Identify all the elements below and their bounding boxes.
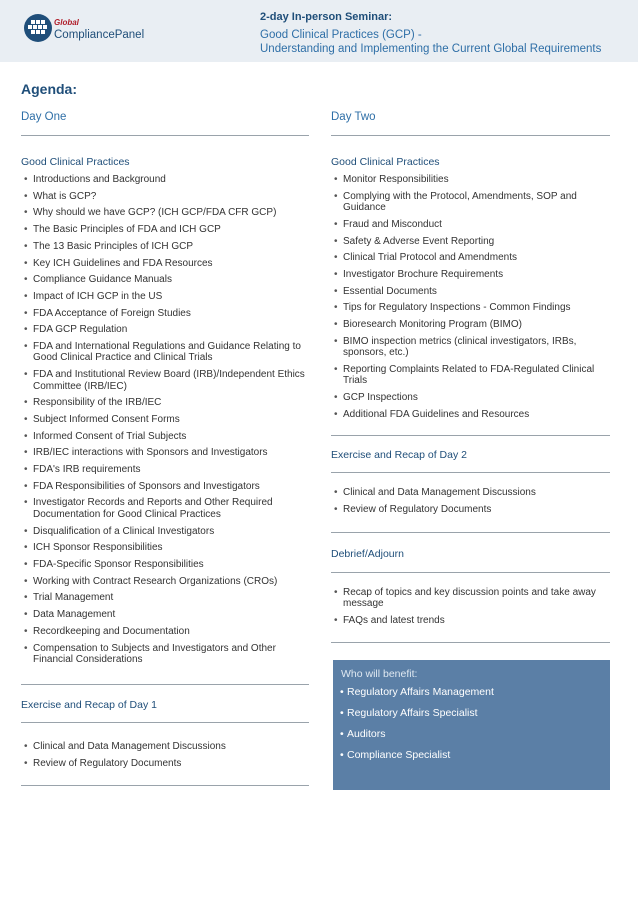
- list-item: • Auditors: [337, 727, 494, 748]
- list-item: • Regulatory Affairs Specialist: [337, 706, 494, 727]
- list-item: • Complying with the Protocol, Amendments, SOP and Guidance: [331, 191, 610, 214]
- list-item: • Regulatory Affairs Management: [337, 685, 494, 706]
- list-item: • Key ICH Guidelines and FDA Resources: [21, 258, 309, 269]
- header-banner: [0, 0, 638, 62]
- list-item: • Trial Management: [21, 592, 309, 603]
- divider: [331, 572, 610, 573]
- list-item: • Review of Regulatory Documents: [21, 758, 309, 769]
- day-one-heading: Day One: [21, 111, 67, 123]
- list-item: • Impact of ICH GCP in the US: [21, 291, 309, 302]
- list-item: • Tips for Regulatory Inspections - Common Findings: [331, 302, 610, 313]
- list-item: • Essential Documents: [331, 286, 610, 297]
- list-item: • Data Management: [21, 609, 309, 620]
- list-item: • FDA's IRB requirements: [21, 464, 309, 475]
- list-item: • IRB/IEC interactions with Sponsors and Investigators: [21, 447, 309, 458]
- list-item: • Investigator Brochure Requirements: [331, 269, 610, 280]
- list-item: • Review of Regulatory Documents: [331, 504, 610, 515]
- globe-icon: [22, 12, 54, 44]
- divider: [331, 135, 610, 136]
- seminar-label: 2-day In-person Seminar:: [260, 11, 393, 23]
- list-item: • Disqualification of a Clinical Investigators: [21, 526, 309, 537]
- list-item: • Recordkeeping and Documentation: [21, 626, 309, 637]
- list-item: • Clinical and Data Management Discussions: [21, 741, 309, 752]
- list-item: • Additional FDA Guidelines and Resources: [331, 409, 610, 420]
- list-item: • Fraud and Misconduct: [331, 219, 610, 230]
- day-two-section-gcp-title: Good Clinical Practices: [331, 156, 440, 168]
- list-item: • Compliance Specialist: [337, 748, 494, 769]
- list-item: • Informed Consent of Trial Subjects: [21, 431, 309, 442]
- list-item: • ICH Sponsor Responsibilities: [21, 542, 309, 553]
- list-item: • FDA-Specific Sponsor Responsibilities: [21, 559, 309, 570]
- list-item: • Working with Contract Research Organizations (CROs): [21, 576, 309, 587]
- list-item: • Safety & Adverse Event Reporting: [331, 236, 610, 247]
- list-item: • FDA and International Regulations and Guidance Relating to Good Clinical Practice and Clinical Trials: [21, 341, 309, 364]
- list-item: • Reporting Complaints Related to FDA-Regulated Clinical Trials: [331, 364, 610, 387]
- day-two-heading: Day Two: [331, 111, 376, 123]
- list-item: • FDA Responsibilities of Sponsors and Investigators: [21, 481, 309, 492]
- list-item: • Compensation to Subjects and Investigators and Other Financial Considerations: [21, 643, 309, 666]
- course-title: [260, 28, 630, 56]
- course-title-line1: Good Clinical Practices (GCP) -: [260, 29, 422, 41]
- list-item: • BIMO inspection metrics (clinical investigators, IRBs, sponsors, etc.): [331, 336, 610, 359]
- list-item: • Compliance Guidance Manuals: [21, 274, 309, 285]
- divider: [331, 642, 610, 643]
- day-two-gcp-list: [331, 174, 610, 425]
- list-item: • Monitor Responsibilities: [331, 174, 610, 185]
- benefit-list: [337, 685, 494, 769]
- list-item: • Responsibility of the IRB/IEC: [21, 397, 309, 408]
- list-item: • Bioresearch Monitoring Program (BIMO): [331, 319, 610, 330]
- list-item: • FDA Acceptance of Foreign Studies: [21, 308, 309, 319]
- divider: [331, 472, 610, 473]
- list-item: • The 13 Basic Principles of ICH GCP: [21, 241, 309, 252]
- logo-text-global: Global: [54, 18, 79, 27]
- list-item: • Clinical and Data Management Discussions: [331, 487, 610, 498]
- divider: [21, 722, 309, 723]
- list-item: • FDA and Institutional Review Board (IRB)/Independent Ethics Committee (IRB/IEC): [21, 369, 309, 392]
- day-one-gcp-list: [21, 174, 309, 671]
- day-one-section-gcp-title: Good Clinical Practices: [21, 156, 130, 168]
- benefit-title: Who will benefit:: [341, 668, 418, 680]
- divider: [21, 785, 309, 786]
- list-item: • Introductions and Background: [21, 174, 309, 185]
- who-will-benefit-box: [333, 660, 610, 790]
- company-logo: [22, 12, 157, 48]
- list-item: • GCP Inspections: [331, 392, 610, 403]
- divider: [21, 135, 309, 136]
- divider: [331, 435, 610, 436]
- list-item: • Why should we have GCP? (ICH GCP/FDA CFR GCP): [21, 207, 309, 218]
- divider: [331, 532, 610, 533]
- course-title-line2: Understanding and Implementing the Current Global Requirements: [260, 43, 602, 55]
- list-item: • The Basic Principles of FDA and ICH GCP: [21, 224, 309, 235]
- divider: [21, 684, 309, 685]
- day-two-recap-list: [331, 487, 610, 520]
- list-item: • Recap of topics and key discussion points and take away message: [331, 587, 610, 610]
- debrief-list: [331, 587, 610, 632]
- agenda-heading: Agenda:: [21, 81, 77, 97]
- day-one-recap-title: Exercise and Recap of Day 1: [21, 699, 157, 711]
- list-item: • What is GCP?: [21, 191, 309, 202]
- list-item: • FDA GCP Regulation: [21, 324, 309, 335]
- day-one-recap-list: [21, 741, 309, 774]
- list-item: • Investigator Records and Reports and Other Required Documentation for Good Clinical Practices: [21, 497, 309, 520]
- day-two-recap-title: Exercise and Recap of Day 2: [331, 449, 467, 461]
- list-item: • Clinical Trial Protocol and Amendments: [331, 252, 610, 263]
- debrief-title: Debrief/Adjourn: [331, 548, 404, 560]
- list-item: • Subject Informed Consent Forms: [21, 414, 309, 425]
- list-item: • FAQs and latest trends: [331, 615, 610, 626]
- logo-text-main: CompliancePanel: [54, 29, 145, 41]
